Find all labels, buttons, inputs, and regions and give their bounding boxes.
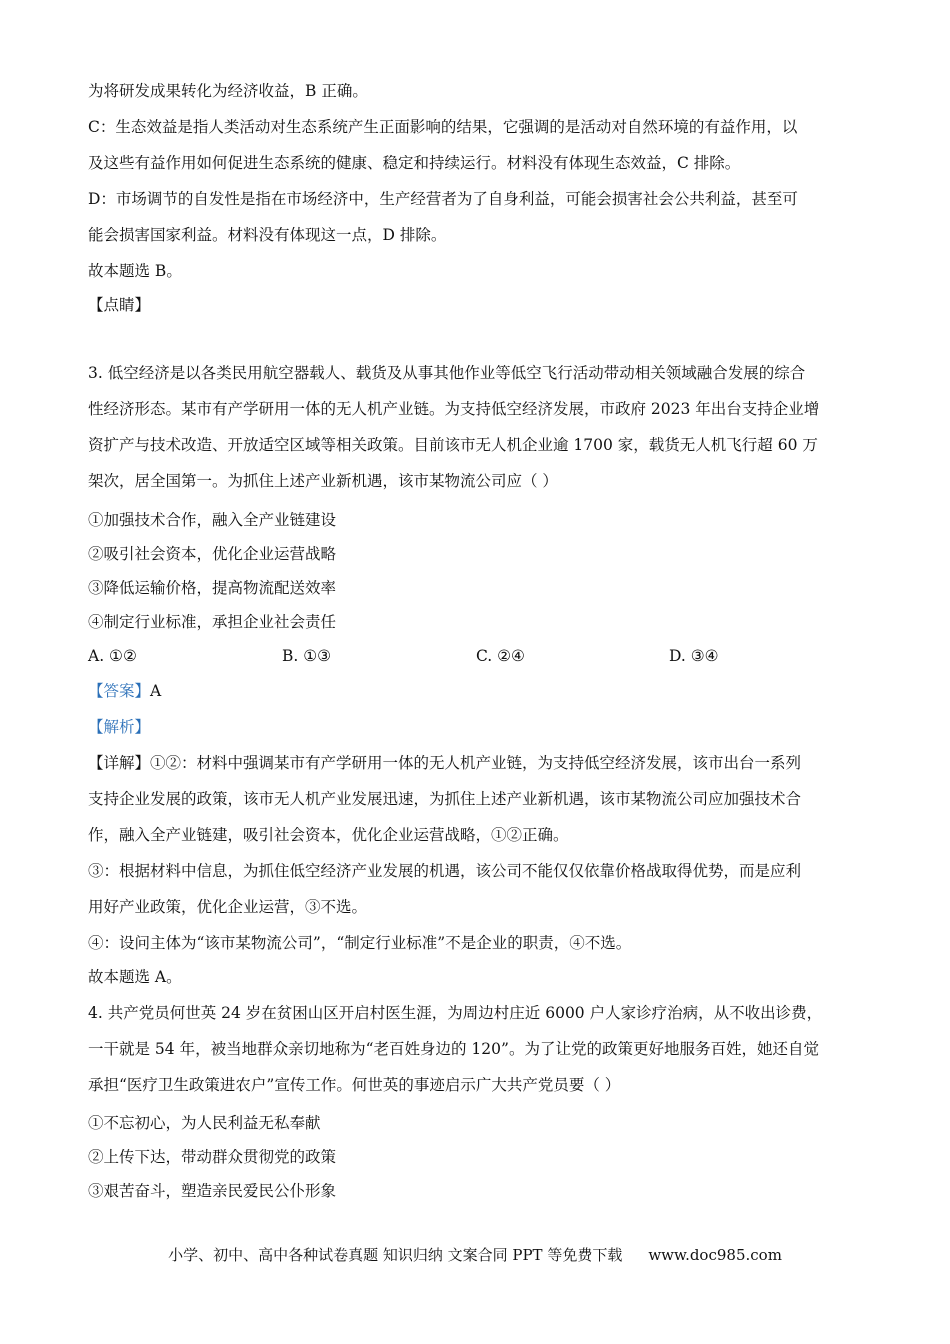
q3-stem-line: 架次，居全国第一。为抓住上述产业新机遇，该市某物流公司应（ ）: [88, 472, 558, 490]
q3-detail-line: 作，融入全产业链建，吸引社会资本，优化企业运营战略，①②正确。: [88, 826, 569, 844]
q3-item: ③降低运输价格，提高物流配送效率: [88, 579, 337, 597]
q3-option-c: C. ②④: [476, 647, 525, 665]
q3-stem-line: 资扩产与技术改造、开放适空区域等相关政策。目前该市无人机企业逾 1700 家，载货无人机飞行超 60 万: [88, 436, 818, 454]
answer-label: 【答案】: [88, 682, 151, 700]
q3-option-b: B. ①③: [282, 647, 332, 665]
q3-item: ①加强技术合作，融入全产业链建设: [88, 511, 337, 529]
text-line: C：生态效益是指人类活动对生态系统产生正面影响的结果，它强调的是活动对自然环境的有益作用，以: [88, 118, 798, 136]
q3-stem-line: 性经济形态。某市有产学研用一体的无人机产业链。为支持低空经济发展，市政府 2023 年出台支持企业增: [88, 400, 820, 418]
analysis-label: 【解析】: [88, 718, 151, 736]
q3-item: ④制定行业标准，承担企业社会责任: [88, 613, 337, 631]
answer-value: A: [150, 682, 162, 700]
q4-item: ③艰苦奋斗，塑造亲民爱民公仆形象: [88, 1182, 337, 1200]
q3-detail-line: 【详解】①②：材料中强调某市有产学研用一体的无人机产业链，为支持低空经济发展，该市出台一系列: [88, 754, 802, 772]
q3-detail-line: ③：根据材料中信息，为抓住低空经济产业发展的机遇，该公司不能仅仅依靠价格战取得优势，而是应利: [88, 862, 802, 880]
text-line: 及这些有益作用如何促进生态系统的健康、稳定和持续运行。材料没有体现生态效益，C 排除。: [88, 154, 741, 172]
q3-option-d: D. ③④: [669, 647, 719, 665]
q4-stem-line: 一干就是 54 年，被当地群众亲切地称为“老百姓身边的 120”。为了让党的政策更好地服务百姓，她还自觉: [88, 1040, 819, 1058]
q3-stem-line: 3. 低空经济是以各类民用航空器载人、载货及从事其他作业等低空飞行活动带动相关领域融合发展的综合: [88, 364, 806, 382]
q3-detail-line: 用好产业政策，优化企业运营，③不选。: [88, 898, 368, 916]
q4-stem-line: 4. 共产党员何世英 24 岁在贫困山区开启村医生涯，为周边村庄近 6000 户人家诊疗治病，从不收出诊费，: [88, 1004, 823, 1022]
text-line: D：市场调节的自发性是指在市场经济中，生产经营者为了自身利益，可能会损害社会公共利益，甚至可: [88, 190, 798, 208]
q4-stem-line: 承担“医疗卫生政策进农户”宣传工作。何世英的事迹启示广大共产党员要（ ）: [88, 1076, 621, 1094]
q3-option-a: A. ①②: [88, 647, 137, 665]
q4-item: ②上传下达，带动群众贯彻党的政策: [88, 1148, 337, 1166]
dianjing-label: 【点睛】: [88, 296, 151, 314]
q4-item: ①不忘初心，为人民利益无私奉献: [88, 1114, 321, 1132]
text-line: 为将研发成果转化为经济收益，B 正确。: [88, 82, 368, 100]
q3-item: ②吸引社会资本，优化企业运营战略: [88, 545, 337, 563]
page-footer: [0, 1244, 950, 1266]
q3-detail-line: 故本题选 A。: [88, 968, 182, 986]
q3-detail-line: ④：设问主体为“该市某物流公司”，“制定行业标准”不是企业的职责，④不选。: [88, 934, 632, 952]
footer-url[interactable]: www.doc985.com: [648, 1246, 782, 1264]
text-line: 能会损害国家利益。材料没有体现这一点，D 排除。: [88, 226, 447, 244]
q3-answer: [88, 680, 161, 702]
footer-text: 小学、初中、高中各种试卷真题 知识归纳 文案合同 PPT 等免费下载: [168, 1246, 623, 1264]
text-line: 故本题选 B。: [88, 262, 182, 280]
q3-detail-line: 支持企业发展的政策，该市无人机产业发展迅速，为抓住上述产业新机遇，该市某物流公司应加强技术合: [88, 790, 802, 808]
